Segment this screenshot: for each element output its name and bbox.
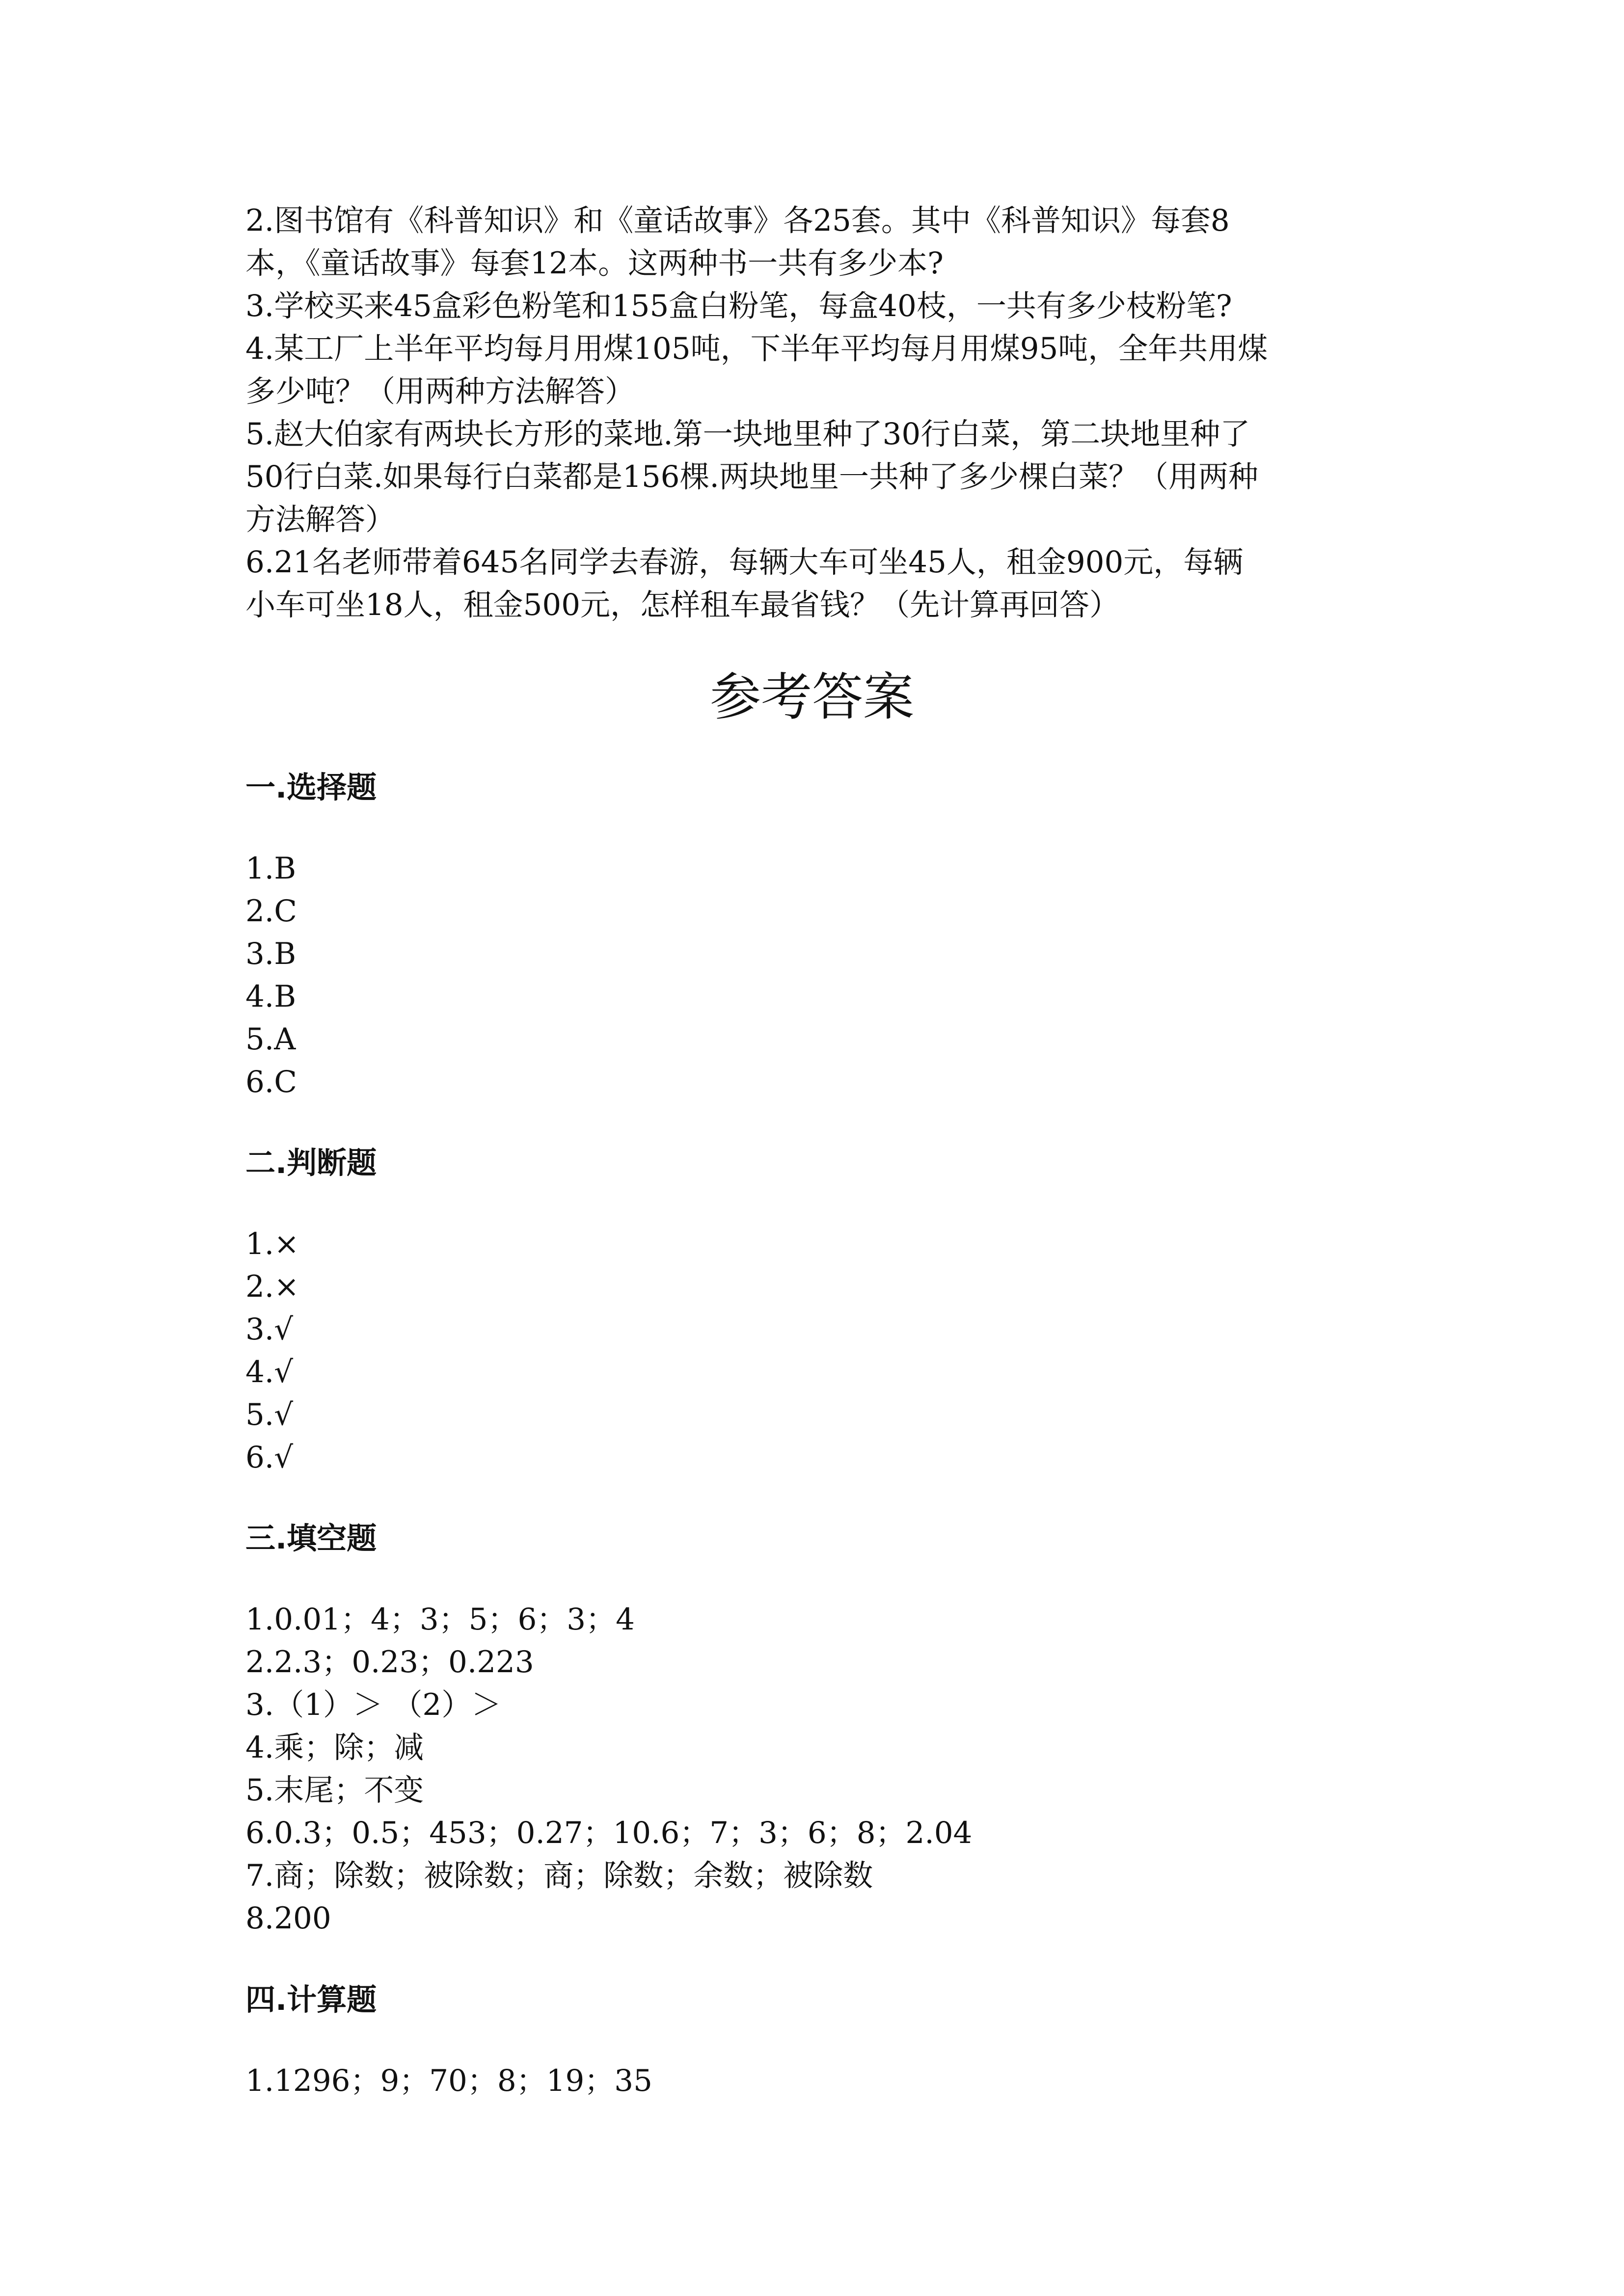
question-line: 6.21名老师带着645名同学去春游，每辆大车可坐45人，租金900元，每辆 xyxy=(245,545,1244,580)
answer-key-title: 参考答案 xyxy=(709,667,914,727)
answer-item: 5.√ xyxy=(245,1397,294,1432)
answer-item: 1.1296；9；70；8；19；35 xyxy=(245,2063,652,2098)
answer-item: 8.200 xyxy=(245,1901,331,1936)
section-heading-fill-blank: 三.填空题 xyxy=(245,1521,377,1556)
section-heading-choice: 一.选择题 xyxy=(245,770,377,805)
answer-item: 4.乘；除；减 xyxy=(245,1730,424,1765)
answer-item: 6.0.3；0.5；453；0.27；10.6；7；3；6；8；2.04 xyxy=(245,1815,973,1850)
answer-item: 3.√ xyxy=(245,1312,294,1347)
question-line: 5.赵大伯家有两块长方形的菜地.第一块地里种了30行白菜，第二块地里种了 xyxy=(245,417,1250,452)
section-heading-calculation: 四.计算题 xyxy=(245,1982,377,2017)
question-line: 2.图书馆有《科普知识》和《童话故事》各25套。其中《科普知识》每套8 xyxy=(245,203,1230,238)
answer-item: 5.A xyxy=(245,1022,296,1057)
question-line: 小车可坐18人，租金500元，怎样租车最省钱？（先计算再回答） xyxy=(245,587,1120,622)
question-line: 50行白菜.如果每行白菜都是156棵.两块地里一共种了多少棵白菜？（用两种 xyxy=(245,459,1258,494)
answer-item: 4.√ xyxy=(245,1355,294,1389)
answer-item: 3.B xyxy=(245,936,297,971)
question-line: 3.学校买来45盒彩色粉笔和155盒白粉笔，每盒40枝，一共有多少枝粉笔? xyxy=(245,289,1232,323)
answer-item: 5.末尾；不变 xyxy=(245,1773,424,1808)
answer-item: 1.× xyxy=(245,1227,299,1261)
answer-item: 7.商；除数；被除数；商；除数；余数；被除数 xyxy=(245,1858,873,1893)
answer-item: 2.2.3；0.23；0.223 xyxy=(245,1645,534,1680)
answer-item: 3.（1）＞ （2）＞ xyxy=(245,1687,502,1722)
answer-item: 2.× xyxy=(245,1269,299,1304)
answer-item: 4.B xyxy=(245,979,297,1014)
section-heading-judgement: 二.判断题 xyxy=(245,1146,377,1180)
answer-item: 2.C xyxy=(245,894,297,929)
answer-item: 6.C xyxy=(245,1065,297,1099)
answer-item: 1.B xyxy=(245,851,297,886)
question-line: 本，《童话故事》每套12本。这两种书一共有多少本? xyxy=(245,246,944,281)
question-line: 方法解答） xyxy=(245,502,396,537)
answer-item: 1.0.01；4；3；5；6；3；4 xyxy=(245,1602,635,1637)
answer-item: 6.√ xyxy=(245,1440,294,1475)
question-line: 4.某工厂上半年平均每月用煤105吨，下半年平均每月用煤95吨，全年共用煤 xyxy=(245,331,1268,366)
question-line: 多少吨？（用两种方法解答） xyxy=(245,374,635,409)
